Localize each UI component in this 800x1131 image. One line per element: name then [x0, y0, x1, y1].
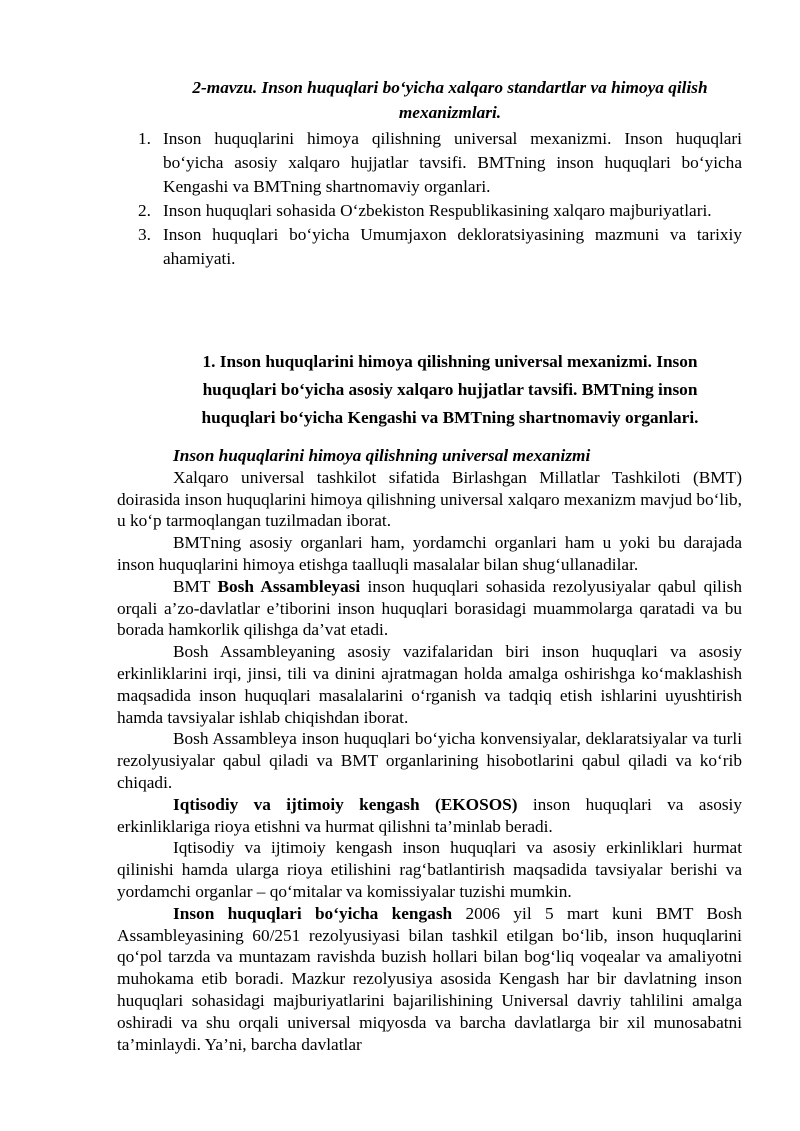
term-ecosoc: Iqtisodiy va ijtimoiy kengash (EKOSOS)	[173, 794, 518, 814]
plan-item-number: 3.	[138, 225, 151, 244]
subheading: Inson huquqlarini himoya qilishning universal mexanizmi	[173, 446, 591, 465]
term-general-assembly: Bosh Assambleyasi	[217, 576, 361, 596]
paragraph: BMTning asosiy organlari ham, yordamchi organlari ham u yoki bu darajada inson huquqlarini himoya etishga taalluqli masalalar bilan shug‘ullanadilar.	[117, 533, 742, 574]
paragraph	[117, 576, 742, 641]
paragraph: Bosh Assambleya inson huquqlari bo‘yicha konvensiyalar, deklaratsiyalar va turli rezolyusiyalar qabul qiladi va BMT organlarining hisobotlarini qabul qiladi va ko‘rib chiqadi.	[117, 729, 742, 792]
term-human-rights-council: Inson huquqlari bo‘yicha kengash	[173, 903, 453, 923]
plan-item-text: Inson huquqlari bo‘yicha Umumjaxon dekloratsiyasining mazmuni va tarixiy ahamiyati.	[163, 225, 742, 268]
plan-item-number: 1.	[138, 129, 151, 148]
plan-list	[130, 127, 742, 271]
plan-item	[130, 199, 742, 223]
paragraph: Iqtisodiy va ijtimoiy kengash inson huquqlari va asosiy erkinliklari hurmat qilinishi hamda ularga rioya etilishini rag‘batlantirish maqsadida tavsiyalar berishi va yordamchi organlar – qo‘mitalar va komissiyalar tuzishi mumkin.	[117, 838, 742, 901]
plan-item	[130, 127, 742, 199]
paragraph	[117, 794, 742, 838]
paragraph: Bosh Assambleyaning asosiy vazifalaridan biri inson huquqlari va asosiy erkinliklarini irqi, jinsi, tili va dinini ajratmagan holda amalga oshirishga ko‘maklashish maqsadida inson huquqlari masalalarini o‘rganish va tadqiq etish ishlarini uyushtirish hamda tavsiyalar ishlab chiqishdan iborat.	[117, 642, 742, 727]
paragraph-lead: BMT	[173, 576, 218, 596]
plan-item-number: 2.	[138, 201, 151, 220]
plan-item	[130, 223, 742, 271]
section-heading: 1. Inson huquqlarini himoya qilishning universal mexanizmi. Inson huquqlari bo‘yicha asosiy xalqaro hujjatlar tavsifi. BMTning inson huquqlari bo‘yicha Kengashi va BMTning shartnomaviy organlari.	[201, 352, 699, 427]
paragraph	[117, 903, 742, 1056]
paragraph-rest: inson huquqlari sohasida rezolyusiyalar qabul qilish orqali a’zo-davlatlar e’tiborini inson huquqlari borasidagi muammolarga qaratadi va bu borada hamkorlik qilishga da’vat etadi.	[117, 576, 742, 640]
body-text	[117, 445, 742, 1055]
paragraph-rest: 2006 yil 5 mart kuni BMT Bosh Assambleyasining 60/251 rezolyusiyasi bilan tashkil etilgan bo‘lib, inson huquqlarini qo‘pol tarzda va muntazam ravishda buzish hollari bilan bog‘liq voqealar va amaliyotni muhokama etib boradi. Mazkur rezolyusiya asosida Kengash har bir davlatning inson huquqlari sohasidagi majburiyatlarini bajarilishining Universal davriy tahlilini amalga oshiradi va shu orqali universal miqyosda va barcha davlatlarga bir xil munosabatni ta’minlaydi. Ya’ni, barcha davlatlar	[117, 903, 743, 1054]
paragraph-rest: inson huquqlari va asosiy erkinliklariga rioya etishni va hurmat qilishni ta’minlab beradi.	[117, 794, 742, 836]
plan-item-text: Inson huquqlari sohasida O‘zbekiston Respublikasining xalqaro majburiyatlari.	[163, 201, 712, 220]
plan-item-text: Inson huquqlarini himoya qilishning universal mexanizmi. Inson huquqlari bo‘yicha asosiy xalqaro hujjatlar tavsifi. BMTning inson huquqlari bo‘yicha Kengashi va BMTning shartnomaviy organlari.	[163, 129, 742, 196]
paragraph: Xalqaro universal tashkilot sifatida Birlashgan Millatlar Tashkiloti (BMT) doirasida inson huquqlarini himoya qilishning universal xalqaro mexanizm mavjud bo‘lib, u ko‘p tarmoqlangan tuzilmadan iborat.	[117, 467, 742, 531]
topic-title: 2-mavzu. Inson huquqlari bo‘yicha xalqaro standartlar va himoya qilish mexanizmlari.	[192, 78, 708, 122]
